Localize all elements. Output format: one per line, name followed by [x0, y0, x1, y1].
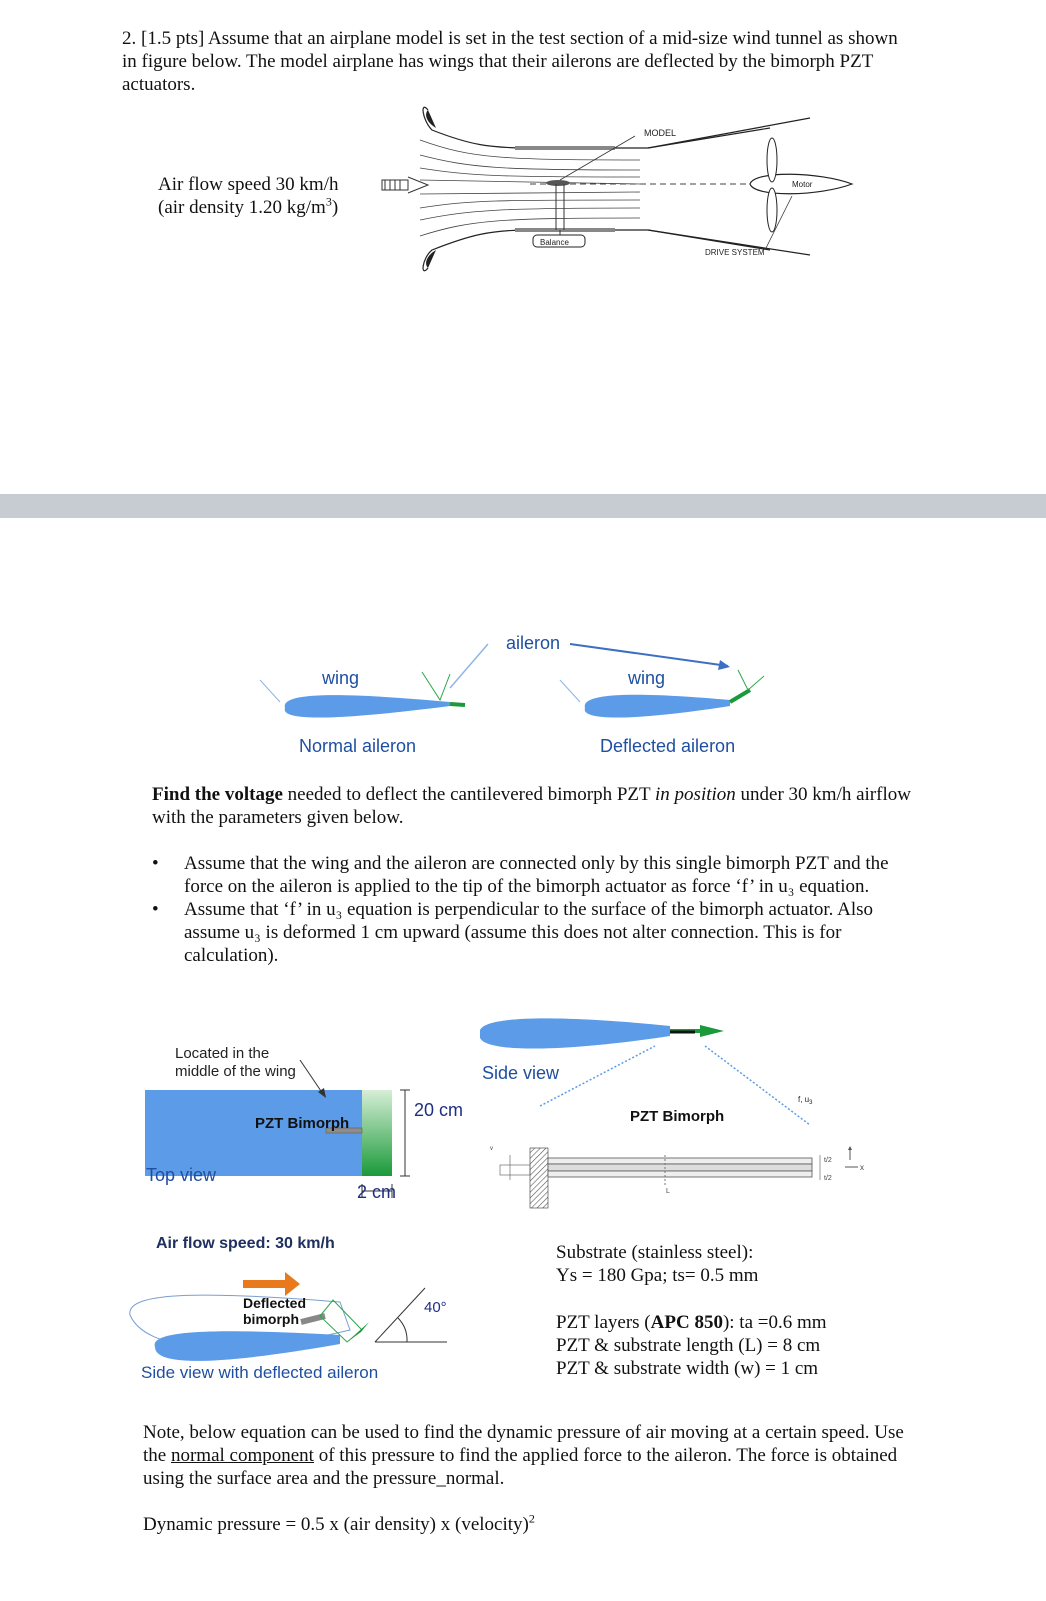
section-divider	[0, 494, 1046, 518]
side-view-pzt-label: PZT Bimorph	[630, 1108, 725, 1125]
top-view-diagram	[140, 1060, 480, 1210]
caption-deflected-aileron: Deflected aileron	[600, 736, 736, 756]
deflected-view-caption: Side view with deflected aileron	[141, 1363, 379, 1382]
x-axis-label: x	[860, 1163, 864, 1172]
question-points: [1.5 pts]	[141, 28, 205, 49]
wing-label-left: wing	[322, 668, 360, 688]
tunnel-flow-speed: Air flow speed 30 km/h	[158, 174, 339, 195]
located-note: Located in the middle of the wing	[175, 1045, 296, 1080]
caption-normal-aileron: Normal aileron	[299, 736, 417, 756]
half-thickness-bottom: t/2	[824, 1175, 832, 1182]
motor-label: Motor	[792, 180, 813, 189]
substrate-values: Ys = 180 Gpa; ts= 0.5 mm	[556, 1265, 759, 1286]
task-statement: Find the voltage needed to deflect the cantilevered bimorph PZT in position under 30 km/h airflow with the parameters given below.	[152, 784, 911, 828]
question-text: Assume that an airplane model is set in the test section of a mid-size wind tunnel as shown in figure below. The model airplane has wings that their ailerons are deflected by the bimorph PZT actuators.	[122, 28, 898, 95]
assumption-list	[154, 852, 914, 967]
side-view-caption: Side view	[482, 1063, 560, 1083]
length-label: L	[666, 1188, 670, 1195]
dim-20cm: 20 cm	[414, 1100, 464, 1120]
question-number: 2.	[122, 28, 137, 49]
note-paragraph: Note, below equation can be used to find the dynamic pressure of air moving at a certain speed. Use the normal component of this pressure to find the applied force to the aileron. The force is obtained using the surface area and the pressure_normal.	[143, 1422, 904, 1489]
pzt-length: PZT & substrate length (L) = 8 cm	[556, 1335, 821, 1356]
flow-arrow-icon	[382, 177, 428, 193]
model-label: MODEL	[644, 128, 677, 138]
dynamic-pressure-equation: Dynamic pressure = 0.5 x (air density) x (velocity)$^2$	[143, 1511, 535, 1535]
top-view-caption: Top view	[146, 1165, 217, 1185]
assumption-item: • Assume that ‘f’ in u₃ equation is perpendicular to the surface of the bimorph actuator. Also assume u₃ is deformed 1 cm upward (assume this does not alter connection. This is for calculation).	[154, 898, 914, 967]
airflow-speed-label: Air flow speed: 30 km/h	[156, 1235, 335, 1252]
voltage-label: v	[490, 1146, 493, 1152]
question-intro	[122, 27, 912, 96]
tunnel-air-density: (air density 1.20 $kg/m^3$)	[158, 194, 339, 218]
wind-tunnel-diagram	[380, 100, 880, 290]
airflow-arrow-icon	[243, 1272, 300, 1296]
deflected-bimorph-label: Deflected bimorph	[243, 1295, 307, 1327]
balance-label: Balance	[540, 238, 569, 247]
drive-system-label: DRIVE SYSTEM	[705, 248, 765, 257]
angle-label: 40°	[424, 1299, 447, 1316]
pzt-width: PZT & substrate width (w) = 1 cm	[556, 1358, 819, 1379]
assumption-item: • Assume that the wing and the aileron are connected only by this single bimorph PZT and the force on the aileron is applied to the tip of the bimorph actuator as force ‘f’ in u₃ equation.	[154, 852, 914, 898]
aileron-label: aileron	[506, 633, 561, 653]
half-thickness-top: t/2	[824, 1157, 832, 1164]
top-view-pzt-label: PZT Bimorph	[255, 1115, 350, 1132]
substrate-title: Substrate (stainless steel):	[556, 1242, 754, 1263]
wing-label-right: wing	[628, 668, 666, 688]
force-label: f, $u_3$	[798, 1095, 813, 1106]
dim-2cm: 2 cm	[357, 1182, 397, 1202]
pzt-layers: PZT layers (APC 850): ta =0.6 mm	[556, 1312, 827, 1333]
